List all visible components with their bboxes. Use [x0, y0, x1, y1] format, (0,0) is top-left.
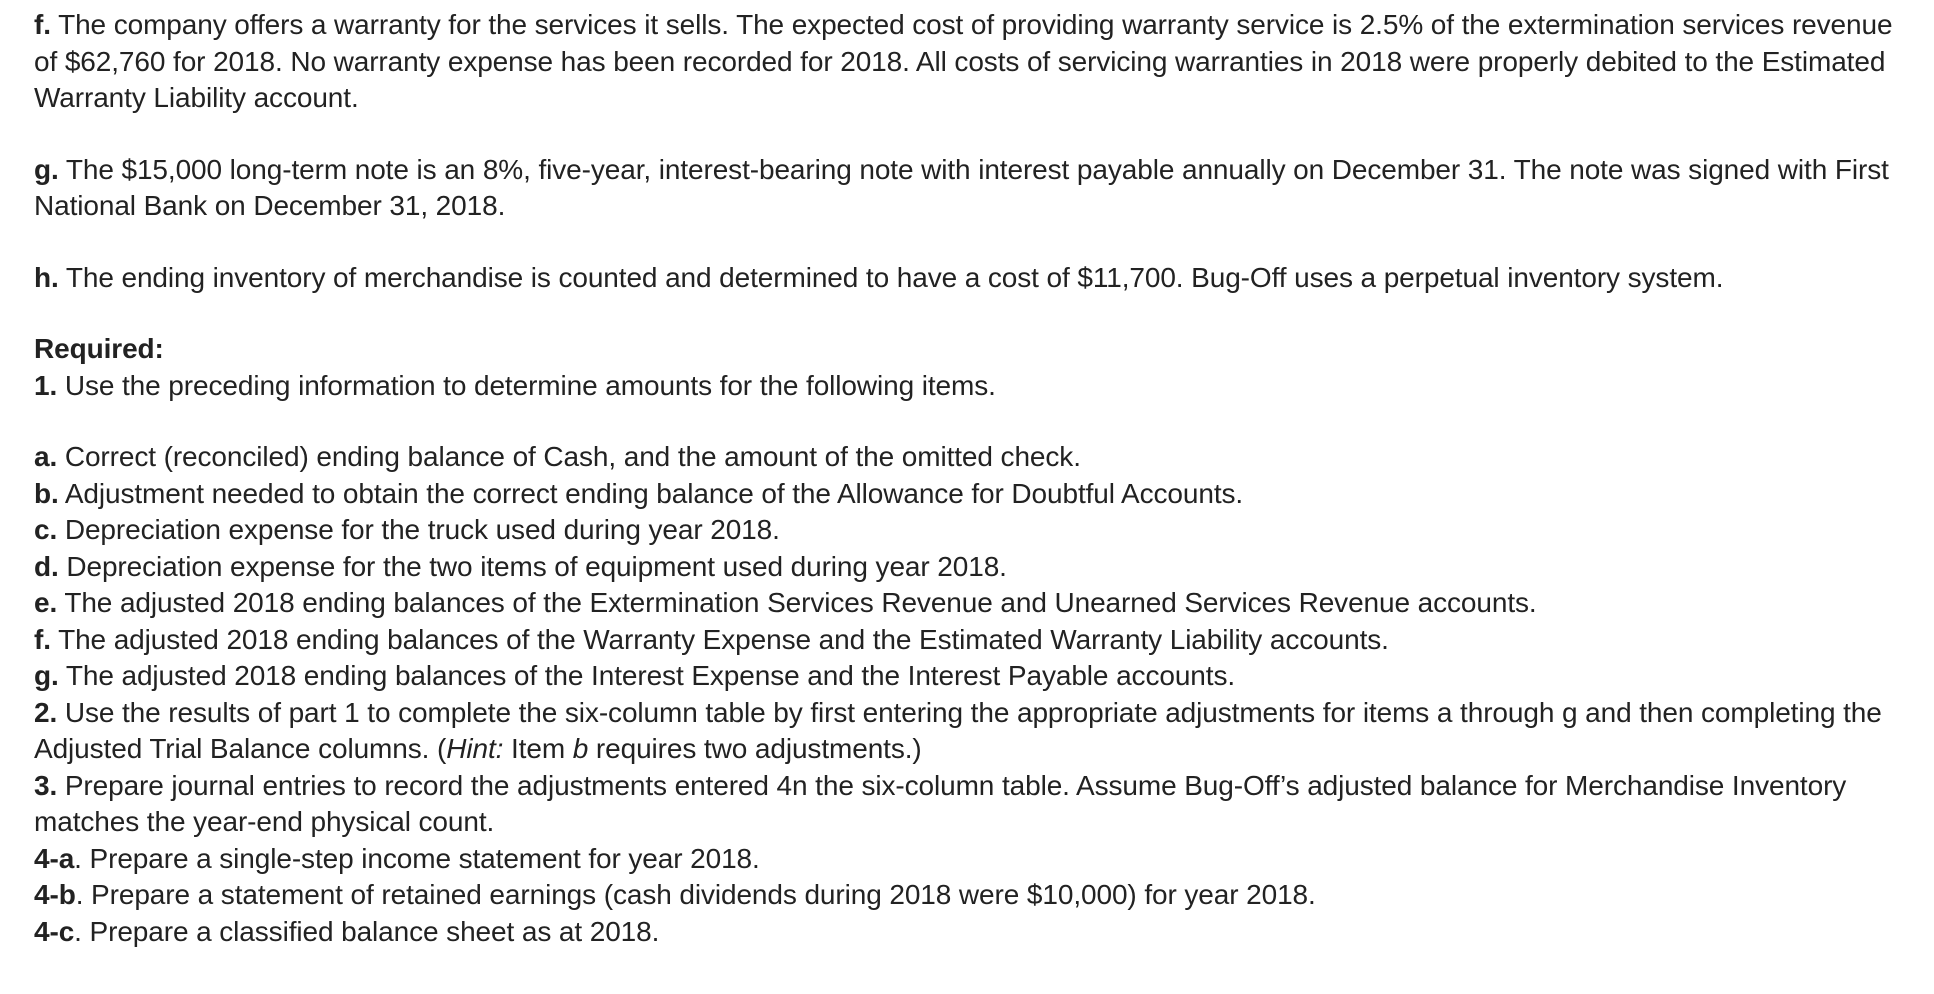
- subitem-label: b.: [34, 477, 59, 509]
- question-4c-text: . Prepare a classified balance sheet as at 2018.: [74, 915, 660, 947]
- item-text-h: The ending inventory of merchandise is counted and determined to have a cost of $11,700. Bug-Off uses a perpetual inventory system.: [58, 261, 1724, 293]
- subitem-text: The adjusted 2018 ending balances of the Warranty Expense and the Estimated Warranty Liability accounts.: [50, 623, 1389, 655]
- question-2-text-end: requires two adjustments.): [588, 733, 922, 764]
- item-label-g: g.: [34, 153, 59, 185]
- subitem-list: [34, 439, 1914, 695]
- question-1-label: 1.: [34, 369, 58, 401]
- item-text-g: The $15,000 long-term note is an 8%, five-year, interest-bearing note with interest payable annually on December 31. The note was signed with First National Bank on December 31, 2018.: [34, 153, 1889, 221]
- subitem-c: [34, 512, 1914, 549]
- question-4a-text: . Prepare a single-step income statement for year 2018.: [74, 842, 760, 874]
- subitem-e: [34, 585, 1914, 622]
- question-2-text-mid: Item: [503, 733, 573, 764]
- subitem-label: a.: [34, 441, 58, 472]
- paragraph-g-intro: [34, 152, 1914, 225]
- subitem-text: The adjusted 2018 ending balances of the Extermination Services Revenue and Unearned Services Revenue accounts.: [57, 587, 1537, 618]
- spacer: [34, 296, 1914, 331]
- subitem-label: g.: [34, 660, 59, 691]
- question-1: [34, 368, 1914, 405]
- item-text-f: The company offers a warranty for the services it sells. The expected cost of providing warranty service is 2.5% of the extermination services revenue of $62,760 for 2018. No warranty expense has been recorded for 2018. All costs of servicing warranties in 2018 were properly debited to the Estimated Warranty Liability account.: [34, 9, 1893, 113]
- subitem-label: f.: [34, 623, 51, 655]
- spacer: [34, 404, 1914, 439]
- question-4b: [34, 877, 1914, 914]
- question-3-text: Prepare journal entries to record the adjustments entered 4n the six-column table. Assume Bug-Off’s adjusted balance for Merchandise Inventory matches the year-end physical count.: [34, 769, 1847, 837]
- question-3: [34, 768, 1914, 841]
- spacer: [34, 225, 1914, 260]
- subitem-label: e.: [34, 587, 58, 618]
- paragraph-h-intro: [34, 260, 1914, 297]
- question-4c-label: 4-c: [34, 915, 75, 947]
- item-label-f: f.: [34, 9, 51, 40]
- spacer: [34, 117, 1914, 152]
- question-2: [34, 695, 1914, 768]
- subitem-text: Correct (reconciled) ending balance of Cash, and the amount of the omitted check.: [57, 441, 1081, 472]
- item-letter: b: [572, 733, 589, 764]
- question-4b-label: 4-b: [34, 879, 76, 910]
- question-1-text: Use the preceding information to determine amounts for the following items.: [57, 369, 996, 401]
- subitem-label: c.: [34, 514, 58, 545]
- question-2-text: Use the results of part 1 to complete the six-column table by first entering the appropriate adjustments for items a through g and then completing the Adjusted Trial Balance columns. (: [34, 696, 1882, 764]
- subitem-d: [34, 549, 1914, 586]
- subitem-f: [34, 622, 1914, 659]
- paragraph-f-intro: [34, 7, 1914, 117]
- item-label-h: h.: [34, 261, 59, 293]
- subitem-text: Depreciation expense for the two items of equipment used during year 2018.: [58, 550, 1007, 582]
- question-2-label: 2.: [34, 696, 58, 728]
- hint-label: Hint:: [446, 733, 504, 764]
- subitem-label: d.: [34, 550, 59, 582]
- required-heading: Required:: [34, 333, 164, 364]
- question-4a-label: 4-a: [34, 842, 75, 874]
- subitem-text: Depreciation expense for the truck used during year 2018.: [57, 514, 780, 545]
- subitem-a: [34, 439, 1914, 476]
- subitem-g: [34, 658, 1914, 695]
- question-4b-text: . Prepare a statement of retained earnings (cash dividends during 2018 were $10,000) for year 2018.: [75, 879, 1316, 910]
- problem-document: [34, 7, 1914, 950]
- subitem-b: [34, 476, 1914, 513]
- subitem-text: Adjustment needed to obtain the correct ending balance of the Allowance for Doubtful Accounts.: [58, 477, 1244, 509]
- question-4a: [34, 841, 1914, 878]
- subitem-text: The adjusted 2018 ending balances of the Interest Expense and the Interest Payable accounts.: [58, 660, 1236, 691]
- question-4c: [34, 914, 1914, 951]
- question-3-label: 3.: [34, 769, 58, 801]
